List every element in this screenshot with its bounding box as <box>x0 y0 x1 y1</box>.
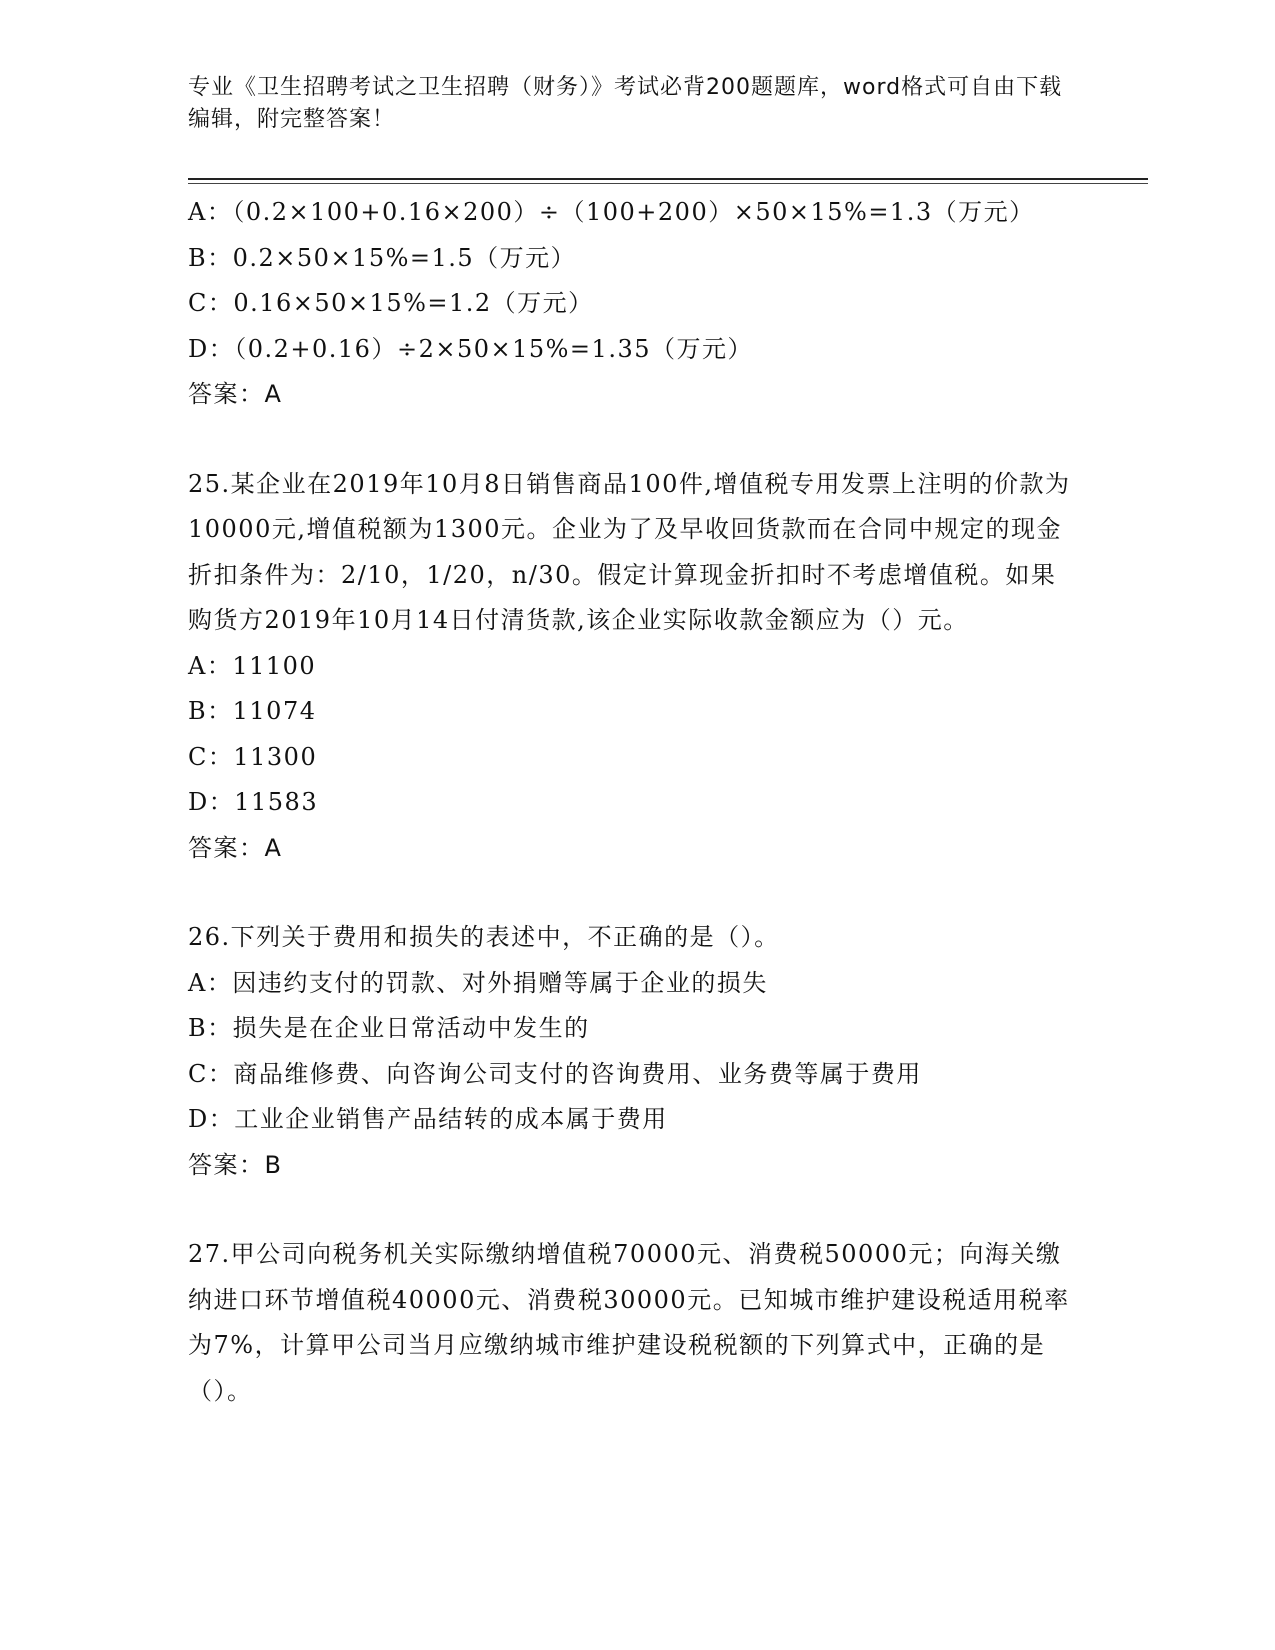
option-c: C：11300 <box>188 742 318 771</box>
option-a: A：11100 <box>188 651 317 680</box>
question-stem: 27.甲公司向税务机关实际缴纳增值税70000元、消费税50000元；向海关缴纳进口环节增值税40000元、消费税30000元。已知城市维护建设税适用税率为7%，计算甲公司当月应缴纳城市维护建设税税额的下列算式中，正确的是（）。 <box>188 1240 1070 1405</box>
document-header: 专业《卫生招聘考试之卫生招聘（财务）》考试必背200题题库，word格式可自由下载编辑，附完整答案！ <box>188 75 1063 132</box>
option-c: C：商品维修费、向咨询公司支付的咨询费用、业务费等属于费用 <box>188 1059 922 1088</box>
option-b: B：11074 <box>188 697 317 725</box>
option-a: A：因违约支付的罚款、对外捐赠等属于企业的损失 <box>188 968 768 997</box>
question-25 <box>188 462 1078 872</box>
question-27 <box>188 1232 1078 1414</box>
header-divider-thick <box>188 178 1148 180</box>
option-b: B：损失是在企业日常活动中发生的 <box>188 1014 590 1042</box>
answer: 答案：A <box>188 380 283 408</box>
option-d: D：工业企业销售产品结转的成本属于费用 <box>188 1105 668 1133</box>
question-stem: 25.某企业在2019年10月8日销售商品100件,增值税专用发票上注明的价款为10000元,增值税额为1300元。企业为了及早收回货款而在合同中规定的现金折扣条件为：2/10，1/20，n/30。假定计算现金折扣时不考虑增值税。如果购货方2019年10月14日付清货款,该企业实际收款金额应为（）元。 <box>188 469 1071 634</box>
answer: 答案：B <box>188 1150 283 1179</box>
question-26 <box>188 915 1078 1188</box>
option-b: B：0.2×50×15%=1.5（万元） <box>188 243 577 272</box>
option-a: A：（0.2×100+0.16×200）÷（100+200）×50×15%=1.3（万元） <box>188 198 1035 226</box>
option-d: D：11583 <box>188 788 319 816</box>
header-divider-thin <box>188 183 1148 184</box>
document-body <box>188 190 1078 1414</box>
question-stem: 26.下列关于费用和损失的表述中，不正确的是（）。 <box>188 923 780 951</box>
option-c: C：0.16×50×15%=1.2（万元） <box>188 289 594 317</box>
option-d: D：（0.2+0.16）÷2×50×15%=1.35（万元） <box>188 334 753 363</box>
question-24-tail <box>188 190 1078 418</box>
answer: 答案：A <box>188 833 283 862</box>
